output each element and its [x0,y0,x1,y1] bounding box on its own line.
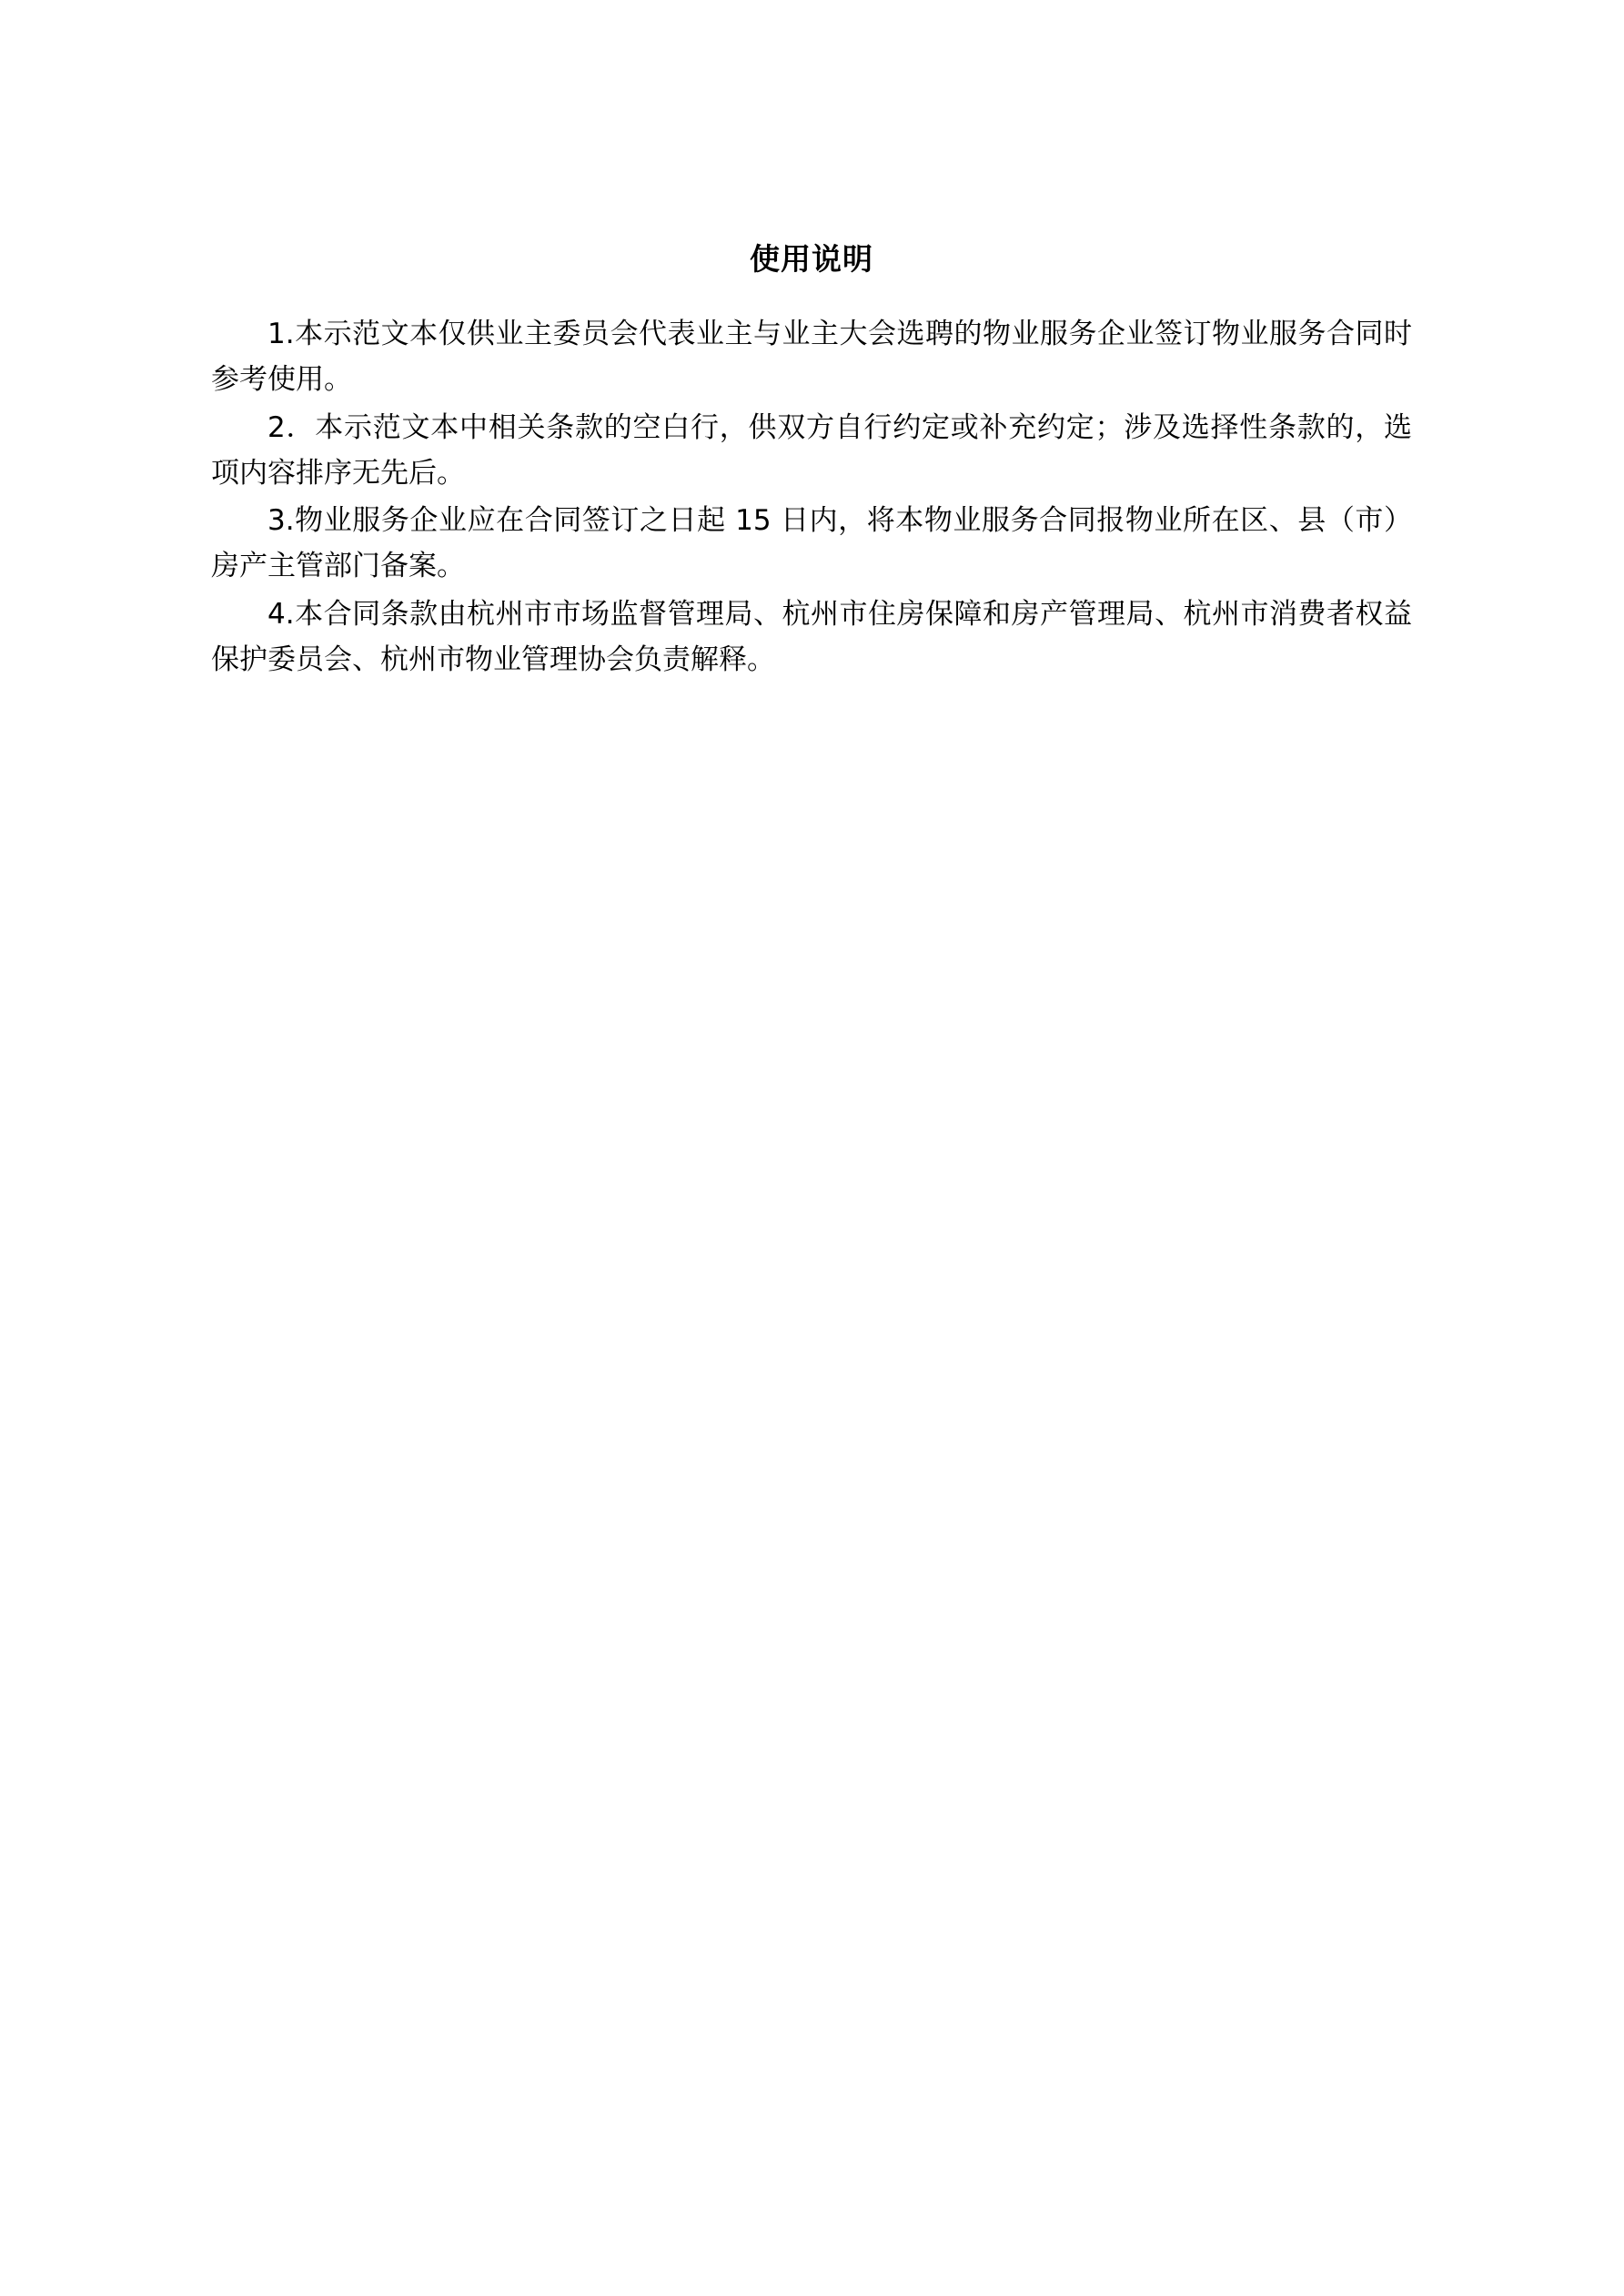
page-title: 使用说明 [750,241,873,277]
document-body [211,238,1412,684]
paragraph-4: 4.本合同条款由杭州市市场监督管理局、杭州市住房保障和房产管理局、杭州市消费者权益保护委员会、杭州市物业管理协会负责解释。 [211,597,1412,676]
paragraph-3: 3.物业服务企业应在合同签订之日起 15 日内，将本物业服务合同报物业所在区、县（市）房产主管部门备案。 [211,504,1412,583]
paragraph-2: 2．本示范文本中相关条款的空白行，供双方自行约定或补充约定；涉及选择性条款的，选项内容排序无先后。 [211,410,1412,490]
paragraph-1: 1.本示范文本仅供业主委员会代表业主与业主大会选聘的物业服务企业签订物业服务合同时参考使用。 [211,318,1412,397]
